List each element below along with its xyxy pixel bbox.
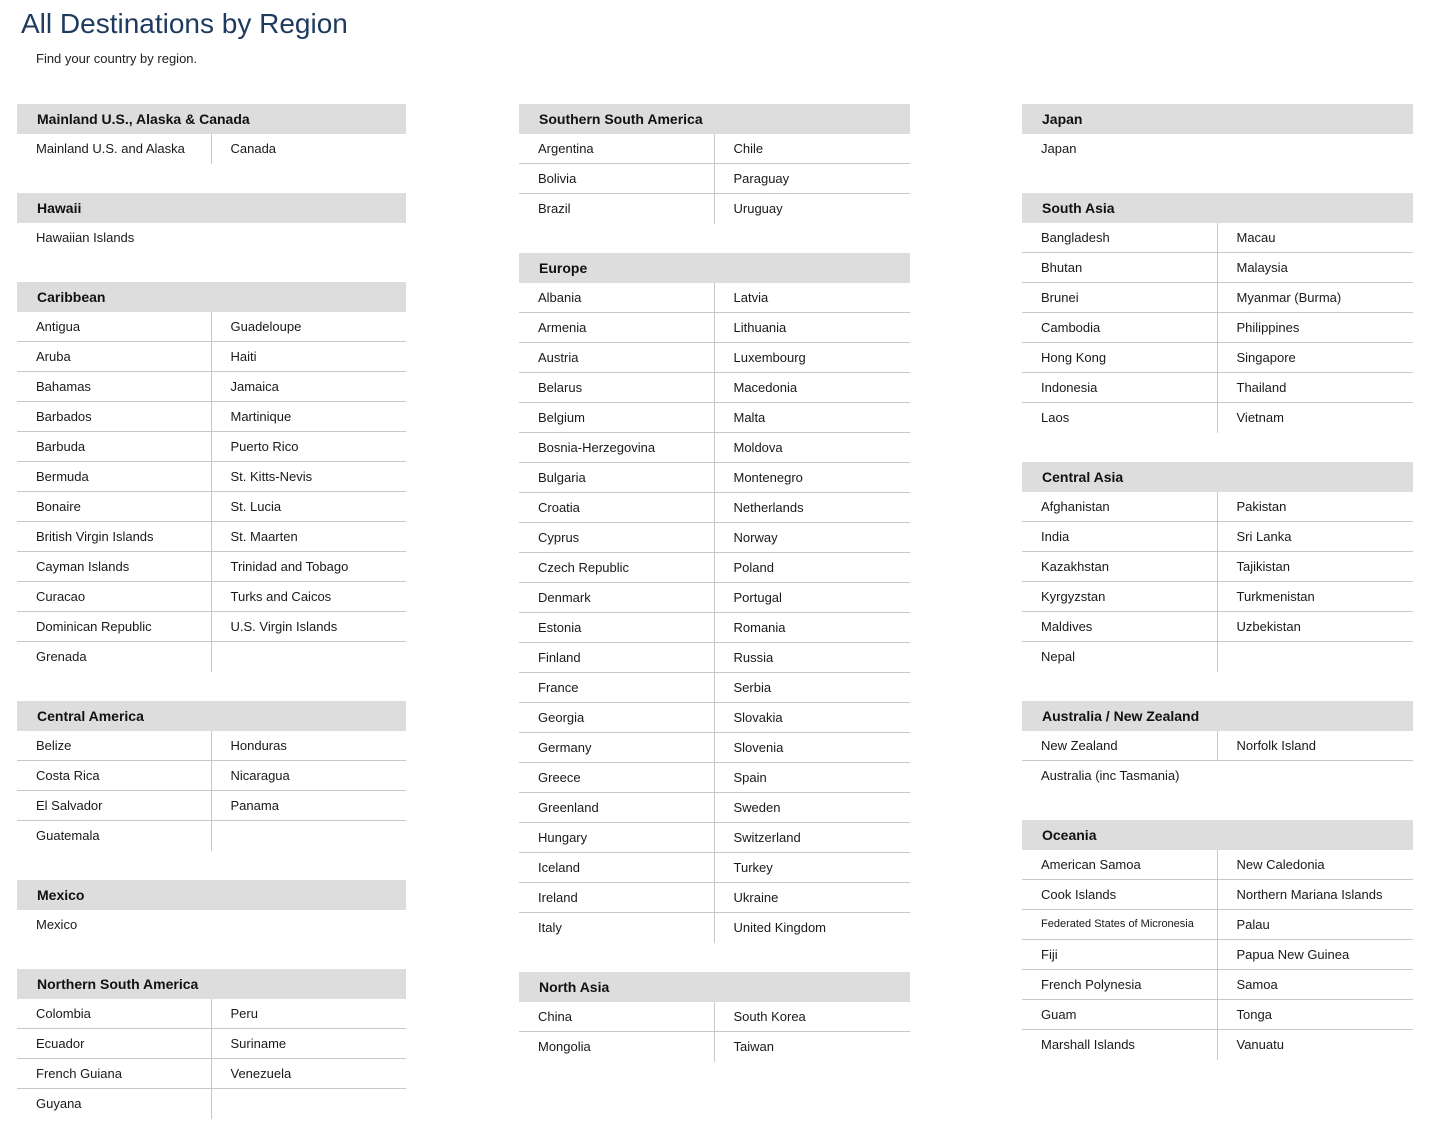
country-link-montenegro[interactable]: Montenegro — [715, 463, 911, 493]
country-link-costa-rica[interactable]: Costa Rica — [17, 761, 212, 791]
country-link-bolivia[interactable]: Bolivia — [519, 164, 715, 194]
country-link-norfolk-island[interactable]: Norfolk Island — [1218, 731, 1414, 761]
empty-cell — [212, 1089, 407, 1119]
country-link-st-lucia[interactable]: St. Lucia — [212, 492, 407, 522]
country-link-netherlands[interactable]: Netherlands — [715, 493, 911, 523]
country-link-poland[interactable]: Poland — [715, 553, 911, 583]
country-list — [17, 223, 406, 253]
country-link-armenia[interactable]: Armenia — [519, 313, 715, 343]
country-link-samoa[interactable]: Samoa — [1218, 970, 1414, 1000]
country-link-french-guiana[interactable]: French Guiana — [17, 1059, 212, 1089]
country-link-bermuda[interactable]: Bermuda — [17, 462, 212, 492]
country-link-guadeloupe[interactable]: Guadeloupe — [212, 312, 407, 342]
region-header: Japan — [1022, 104, 1413, 134]
country-link-british-virgin-islands[interactable]: British Virgin Islands — [17, 522, 212, 552]
country-list — [17, 731, 406, 851]
country-link-new-caledonia[interactable]: New Caledonia — [1218, 850, 1414, 880]
country-link-canada[interactable]: Canada — [230, 141, 277, 156]
country-list — [1022, 850, 1413, 1060]
country-link-norway[interactable]: Norway — [715, 523, 911, 553]
country-link-united-kingdom[interactable]: United Kingdom — [733, 920, 826, 935]
country-link-taiwan[interactable]: Taiwan — [733, 1039, 774, 1054]
country-link-albania[interactable]: Albania — [519, 283, 715, 313]
country-link-cayman-islands[interactable]: Cayman Islands — [17, 552, 212, 582]
country-link-greece[interactable]: Greece — [519, 763, 715, 793]
country-link-singapore[interactable]: Singapore — [1218, 343, 1414, 373]
region-header: Hawaii — [17, 193, 406, 223]
country-link-aruba[interactable]: Aruba — [17, 342, 212, 372]
country-link-japan[interactable]: Japan — [1041, 141, 1077, 156]
country-link-turkmenistan[interactable]: Turkmenistan — [1218, 582, 1414, 612]
region-header: Australia / New Zealand — [1022, 701, 1413, 731]
country-link-denmark[interactable]: Denmark — [519, 583, 715, 613]
country-link-maldives[interactable]: Maldives — [1022, 612, 1218, 642]
country-link-paraguay[interactable]: Paraguay — [715, 164, 911, 194]
country-list — [519, 134, 910, 224]
country-link-brazil[interactable]: Brazil — [519, 194, 715, 224]
country-link-st-maarten[interactable]: St. Maarten — [212, 522, 407, 552]
country-link-trinidad-and-tobago[interactable]: Trinidad and Tobago — [212, 552, 407, 582]
page-title: All Destinations by Region — [21, 8, 348, 39]
country-link-latvia[interactable]: Latvia — [715, 283, 911, 313]
country-link-marshall-islands[interactable]: Marshall Islands — [1022, 1030, 1218, 1060]
region-southern-south-america — [519, 104, 910, 224]
country-link-luxembourg[interactable]: Luxembourg — [715, 343, 911, 373]
country-link-macau[interactable]: Macau — [1218, 223, 1414, 253]
country-link-hawaiian-islands[interactable]: Hawaiian Islands — [36, 230, 135, 245]
country-link-belgium[interactable]: Belgium — [519, 403, 715, 433]
country-link-grenada[interactable]: Grenada — [17, 642, 212, 672]
country-link-greenland[interactable]: Greenland — [519, 793, 715, 823]
page-subtitle: Find your country by region. — [36, 51, 198, 66]
country-link-brunei[interactable]: Brunei — [1022, 283, 1218, 313]
country-list — [1022, 134, 1413, 164]
country-link-tonga[interactable]: Tonga — [1218, 1000, 1414, 1030]
country-link-u-s-virgin-islands[interactable]: U.S. Virgin Islands — [212, 612, 407, 642]
country-link-ukraine[interactable]: Ukraine — [715, 883, 911, 913]
region-header: Mexico — [17, 880, 406, 910]
country-link-cyprus[interactable]: Cyprus — [519, 523, 715, 553]
country-link-bosnia-herzegovina[interactable]: Bosnia-Herzegovina — [519, 433, 715, 463]
country-list — [17, 134, 406, 164]
country-link-romania[interactable]: Romania — [715, 613, 911, 643]
country-link-malta[interactable]: Malta — [715, 403, 911, 433]
country-link-mainland-u-s-and-alaska[interactable]: Mainland U.S. and Alaska — [17, 134, 212, 164]
region-hawaii — [17, 193, 406, 253]
country-link-federated-states-of-micronesia[interactable]: Federated States of Micronesia — [1022, 910, 1218, 940]
country-link-myanmar-burma[interactable]: Myanmar (Burma) — [1218, 283, 1414, 313]
country-link-jamaica[interactable]: Jamaica — [212, 372, 407, 402]
country-link-haiti[interactable]: Haiti — [212, 342, 407, 372]
country-link-spain[interactable]: Spain — [715, 763, 911, 793]
country-link-malaysia[interactable]: Malaysia — [1218, 253, 1414, 283]
country-link-ecuador[interactable]: Ecuador — [17, 1029, 212, 1059]
country-link-mexico[interactable]: Mexico — [36, 917, 78, 932]
country-link-uzbekistan[interactable]: Uzbekistan — [1218, 612, 1414, 642]
country-link-guam[interactable]: Guam — [1022, 1000, 1218, 1030]
empty-cell — [1218, 642, 1414, 672]
country-link-czech-republic[interactable]: Czech Republic — [519, 553, 715, 583]
region-header: Mainland U.S., Alaska & Canada — [17, 104, 406, 134]
country-link-vietnam[interactable]: Vietnam — [1236, 410, 1284, 425]
country-list — [17, 312, 406, 672]
country-link-russia[interactable]: Russia — [715, 643, 911, 673]
country-link-panama[interactable]: Panama — [212, 791, 407, 821]
country-link-guatemala[interactable]: Guatemala — [17, 821, 212, 851]
country-link-slovenia[interactable]: Slovenia — [715, 733, 911, 763]
country-link-belize[interactable]: Belize — [17, 731, 212, 761]
country-link-macedonia[interactable]: Macedonia — [715, 373, 911, 403]
country-link-georgia[interactable]: Georgia — [519, 703, 715, 733]
country-list — [17, 910, 406, 940]
region-header: Central America — [17, 701, 406, 731]
country-link-tajikistan[interactable]: Tajikistan — [1218, 552, 1414, 582]
region-column-3 — [1022, 104, 1413, 1089]
country-link-bonaire[interactable]: Bonaire — [17, 492, 212, 522]
country-link-american-samoa[interactable]: American Samoa — [1022, 850, 1218, 880]
country-link-colombia[interactable]: Colombia — [17, 999, 212, 1029]
country-link-turks-and-caicos[interactable]: Turks and Caicos — [212, 582, 407, 612]
country-link-portugal[interactable]: Portugal — [715, 583, 911, 613]
country-link-el-salvador[interactable]: El Salvador — [17, 791, 212, 821]
country-link-belarus[interactable]: Belarus — [519, 373, 715, 403]
country-link-indonesia[interactable]: Indonesia — [1022, 373, 1218, 403]
country-link-bangladesh[interactable]: Bangladesh — [1022, 223, 1218, 253]
country-link-kazakhstan[interactable]: Kazakhstan — [1022, 552, 1218, 582]
country-link-china[interactable]: China — [519, 1002, 715, 1032]
country-link-new-zealand[interactable]: New Zealand — [1022, 731, 1218, 761]
country-link-slovakia[interactable]: Slovakia — [715, 703, 911, 733]
country-link-bhutan[interactable]: Bhutan — [1022, 253, 1218, 283]
country-link-honduras[interactable]: Honduras — [212, 731, 407, 761]
country-list — [519, 1002, 910, 1062]
region-header: Southern South America — [519, 104, 910, 134]
country-link-switzerland[interactable]: Switzerland — [715, 823, 911, 853]
country-link-philippines[interactable]: Philippines — [1218, 313, 1414, 343]
country-link-austria[interactable]: Austria — [519, 343, 715, 373]
country-link-sri-lanka[interactable]: Sri Lanka — [1218, 522, 1414, 552]
region-header: Central Asia — [1022, 462, 1413, 492]
country-link-estonia[interactable]: Estonia — [519, 613, 715, 643]
country-list — [1022, 223, 1413, 433]
country-link-lithuania[interactable]: Lithuania — [715, 313, 911, 343]
country-link-nepal[interactable]: Nepal — [1022, 642, 1218, 672]
country-link-barbados[interactable]: Barbados — [17, 402, 212, 432]
region-header: North Asia — [519, 972, 910, 1002]
country-list — [1022, 492, 1413, 672]
country-link-martinique[interactable]: Martinique — [212, 402, 407, 432]
region-japan — [1022, 104, 1413, 164]
country-link-northern-mariana-islands[interactable]: Northern Mariana Islands — [1218, 880, 1414, 910]
country-link-fiji[interactable]: Fiji — [1022, 940, 1218, 970]
country-link-australia-inc-tasmania[interactable]: Australia (inc Tasmania) — [1041, 768, 1180, 783]
country-link-finland[interactable]: Finland — [519, 643, 715, 673]
region-column-2 — [519, 104, 910, 1091]
country-link-mongolia[interactable]: Mongolia — [519, 1032, 715, 1062]
country-link-afghanistan[interactable]: Afghanistan — [1022, 492, 1218, 522]
country-link-croatia[interactable]: Croatia — [519, 493, 715, 523]
country-link-chile[interactable]: Chile — [715, 134, 911, 164]
region-column-1 — [17, 104, 406, 1148]
country-list — [17, 999, 406, 1119]
country-link-dominican-republic[interactable]: Dominican Republic — [17, 612, 212, 642]
region-header: Caribbean — [17, 282, 406, 312]
region-oceania — [1022, 820, 1413, 1060]
country-list — [1022, 731, 1413, 761]
country-link-cambodia[interactable]: Cambodia — [1022, 313, 1218, 343]
country-link-argentina[interactable]: Argentina — [519, 134, 715, 164]
country-link-laos[interactable]: Laos — [1022, 403, 1218, 433]
country-list — [519, 283, 910, 943]
country-link-nicaragua[interactable]: Nicaragua — [212, 761, 407, 791]
country-link-guyana[interactable]: Guyana — [17, 1089, 212, 1119]
empty-cell — [212, 642, 407, 672]
country-link-uruguay[interactable]: Uruguay — [733, 201, 783, 216]
country-link-bahamas[interactable]: Bahamas — [17, 372, 212, 402]
country-link-serbia[interactable]: Serbia — [715, 673, 911, 703]
country-list-extra — [1022, 761, 1413, 791]
region-northern-south-america — [17, 969, 406, 1119]
region-header: South Asia — [1022, 193, 1413, 223]
country-link-palau[interactable]: Palau — [1218, 910, 1414, 940]
country-link-puerto-rico[interactable]: Puerto Rico — [212, 432, 407, 462]
region-north-asia — [519, 972, 910, 1062]
country-link-hong-kong[interactable]: Hong Kong — [1022, 343, 1218, 373]
country-link-sweden[interactable]: Sweden — [715, 793, 911, 823]
region-south-asia — [1022, 193, 1413, 433]
region-europe — [519, 253, 910, 943]
country-link-suriname[interactable]: Suriname — [212, 1029, 407, 1059]
country-link-kyrgyzstan[interactable]: Kyrgyzstan — [1022, 582, 1218, 612]
country-link-curacao[interactable]: Curacao — [17, 582, 212, 612]
region-mainland-u-s-alaska-canada — [17, 104, 406, 164]
region-caribbean — [17, 282, 406, 672]
region-header: Europe — [519, 253, 910, 283]
country-link-peru[interactable]: Peru — [212, 999, 407, 1029]
country-link-moldova[interactable]: Moldova — [715, 433, 911, 463]
country-link-bulgaria[interactable]: Bulgaria — [519, 463, 715, 493]
country-link-cook-islands[interactable]: Cook Islands — [1022, 880, 1218, 910]
country-link-ireland[interactable]: Ireland — [519, 883, 715, 913]
region-central-asia — [1022, 462, 1413, 672]
region-header: Oceania — [1022, 820, 1413, 850]
country-link-germany[interactable]: Germany — [519, 733, 715, 763]
country-link-vanuatu[interactable]: Vanuatu — [1236, 1037, 1284, 1052]
empty-cell — [212, 821, 407, 851]
country-link-india[interactable]: India — [1022, 522, 1218, 552]
country-link-french-polynesia[interactable]: French Polynesia — [1022, 970, 1218, 1000]
country-link-st-kitts-nevis[interactable]: St. Kitts-Nevis — [212, 462, 407, 492]
region-header: Northern South America — [17, 969, 406, 999]
country-link-italy[interactable]: Italy — [519, 913, 715, 943]
country-link-iceland[interactable]: Iceland — [519, 853, 715, 883]
region-mexico — [17, 880, 406, 940]
region-australia-new-zealand — [1022, 701, 1413, 791]
country-link-antigua[interactable]: Antigua — [17, 312, 212, 342]
region-central-america — [17, 701, 406, 851]
country-link-pakistan[interactable]: Pakistan — [1218, 492, 1414, 522]
country-link-barbuda[interactable]: Barbuda — [17, 432, 212, 462]
country-link-thailand[interactable]: Thailand — [1218, 373, 1414, 403]
country-link-papua-new-guinea[interactable]: Papua New Guinea — [1218, 940, 1414, 970]
country-link-venezuela[interactable]: Venezuela — [212, 1059, 407, 1089]
country-link-south-korea[interactable]: South Korea — [715, 1002, 911, 1032]
country-link-turkey[interactable]: Turkey — [715, 853, 911, 883]
country-link-hungary[interactable]: Hungary — [519, 823, 715, 853]
country-link-france[interactable]: France — [519, 673, 715, 703]
